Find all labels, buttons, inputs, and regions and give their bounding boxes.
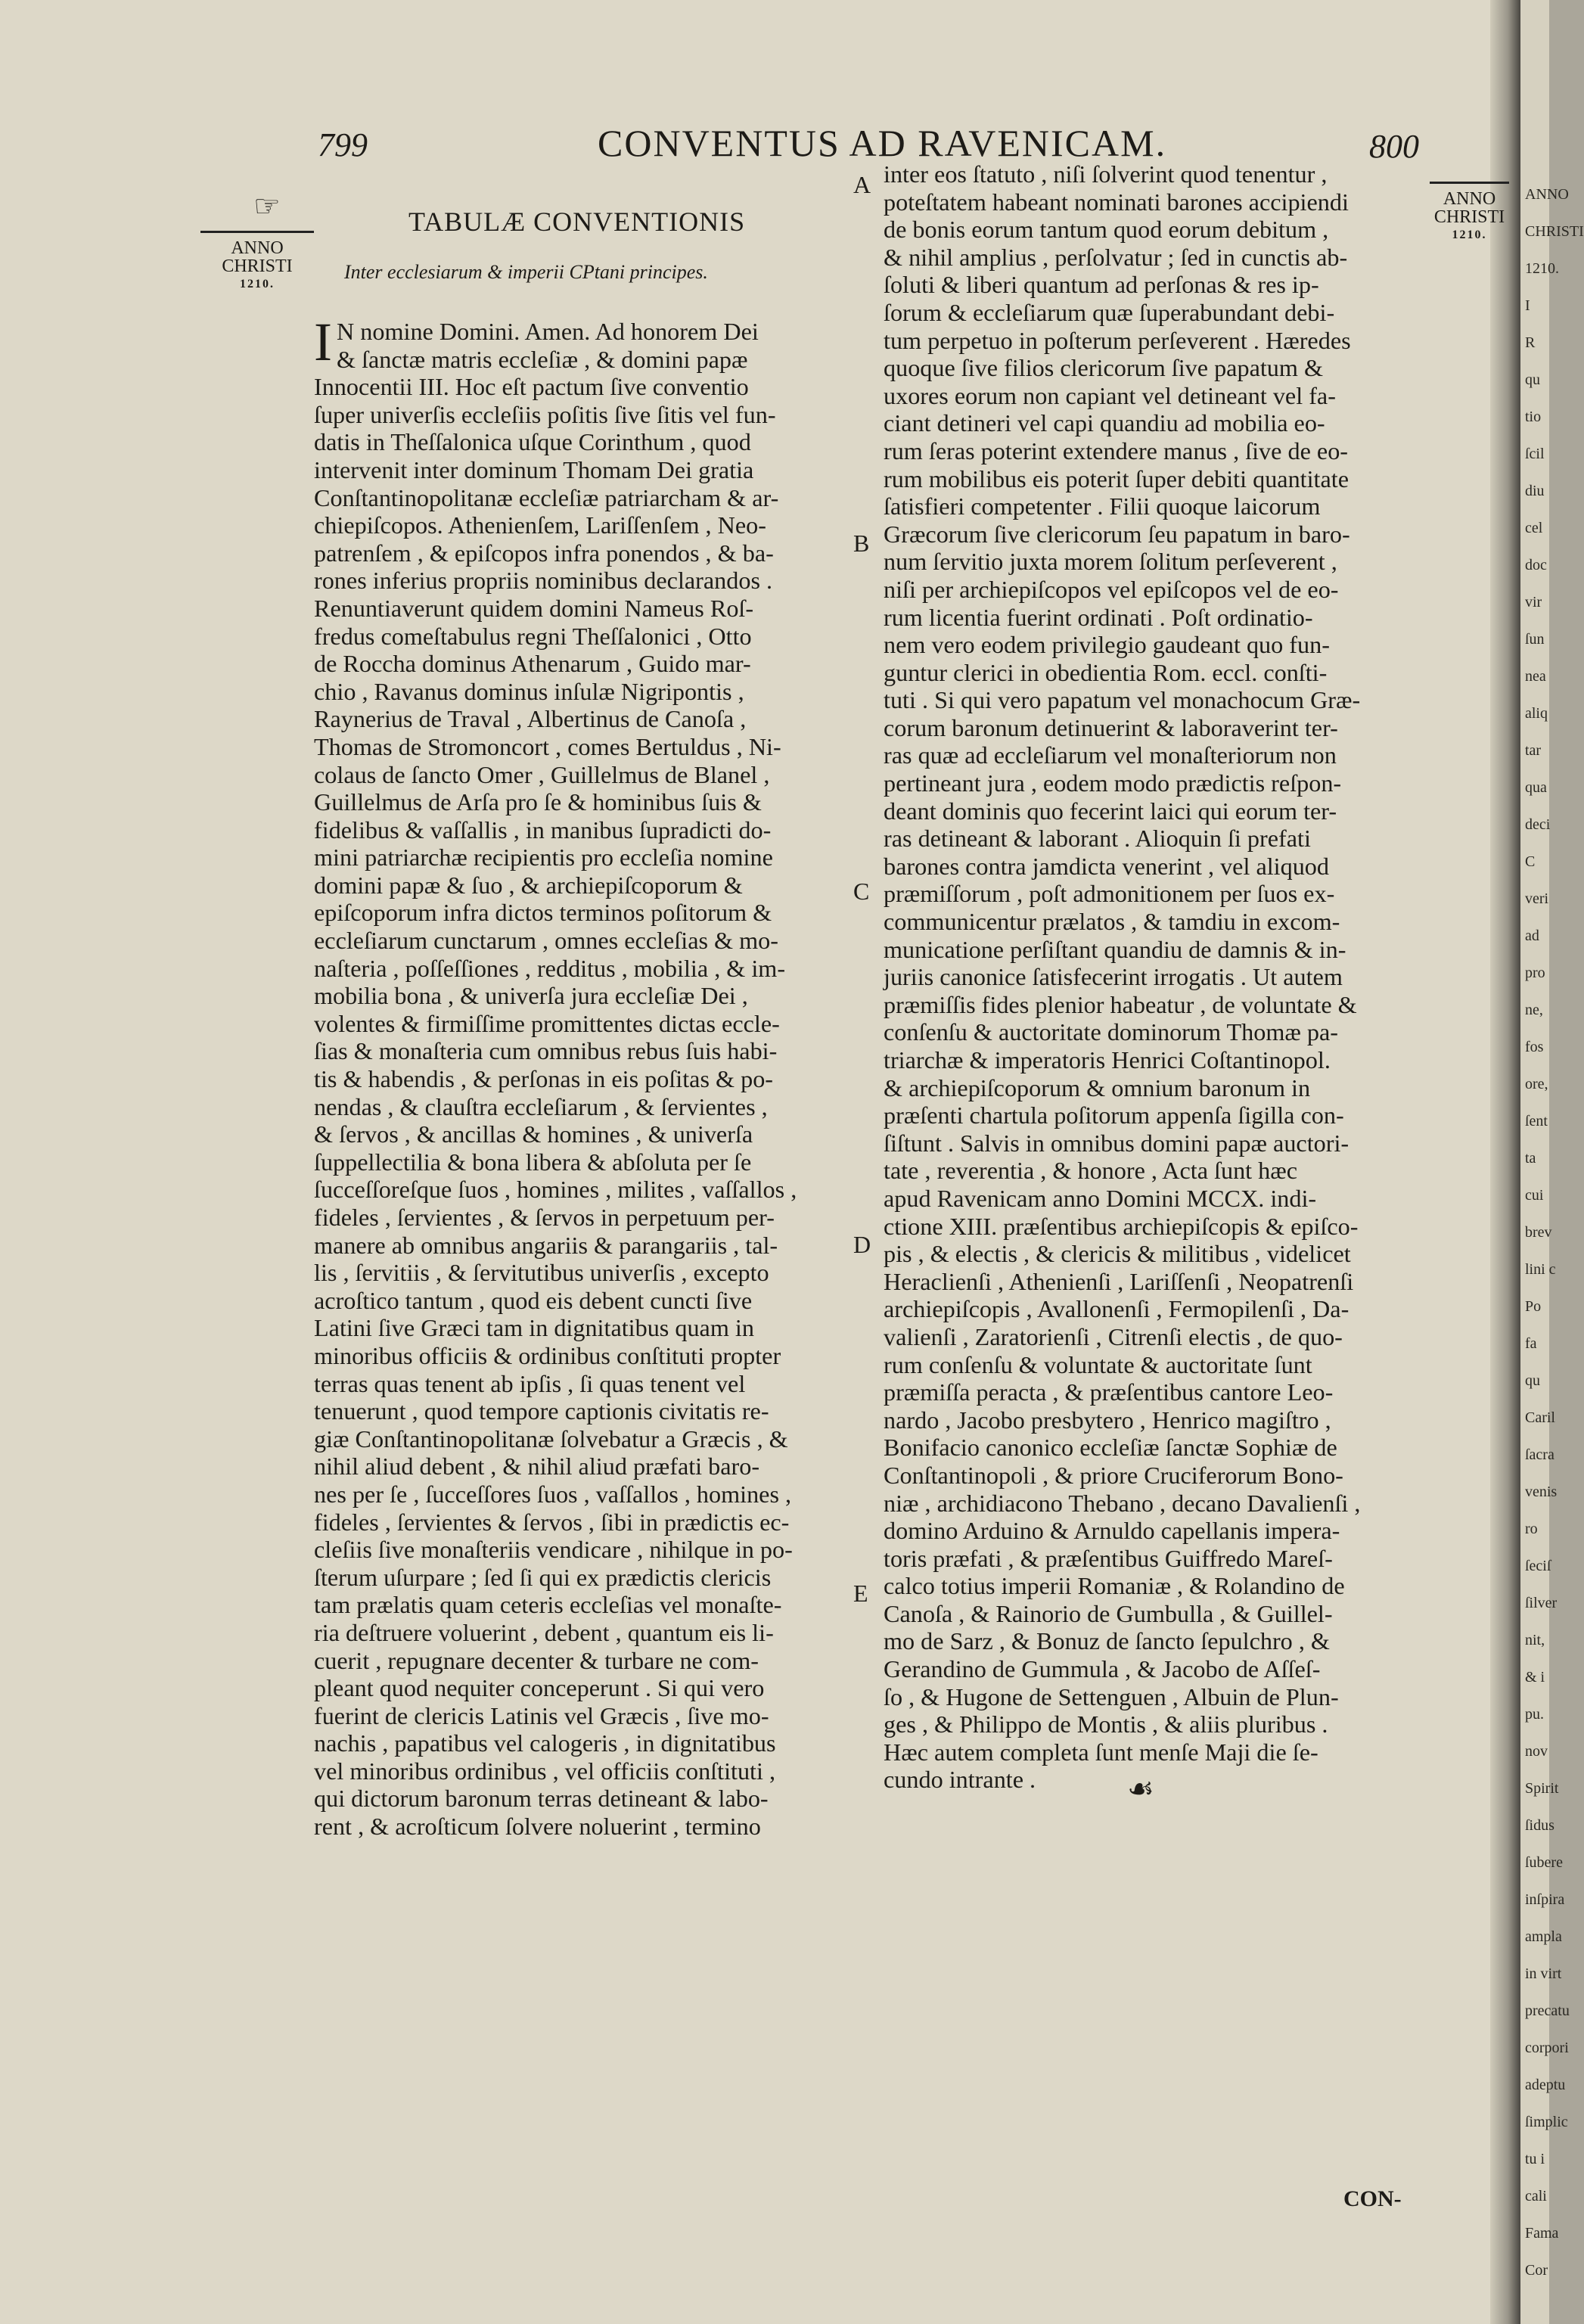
text-line: ſiſtunt . Salvis in omnibus domini papæ auctori-: [884, 1129, 1350, 1157]
text-line: mini patriarchæ recipientis pro eccleſia nomine: [314, 844, 773, 872]
text-line: mobilia bona , & univerſa jura eccleſiæ Dei ,: [314, 982, 748, 1010]
text-line: tenuerunt , quod tempore captionis civitatis re-: [314, 1397, 769, 1425]
next-page-fragment: nov: [1525, 1743, 1548, 1760]
anno-label: ANNO: [231, 238, 284, 258]
next-page-fragment: ſun: [1525, 631, 1545, 648]
text-line: poteſtatem habeant nominati barones accipiendi: [884, 188, 1349, 216]
text-line: Latini ſive Græci tam in dignitatibus quam in: [314, 1314, 754, 1342]
next-page-fragment: qu: [1525, 1372, 1540, 1389]
next-page-fragment: venis: [1525, 1484, 1558, 1500]
text-line: IN nomine Domini. Amen. Ad honorem Dei: [314, 312, 759, 372]
text-line: fideles , ſervientes , & ſervos in perpetuum per-: [314, 1204, 775, 1231]
next-page-fragment: Fama: [1525, 2225, 1559, 2242]
text-line: giæ Conſtantinopolitanæ ſolvebatur a Græcis , &: [314, 1425, 788, 1452]
next-page-fragment: in virt: [1525, 1965, 1562, 1982]
next-page-fragment: ſcil: [1525, 446, 1545, 462]
text-line: barones contra jamdicta venerint , vel aliquod: [884, 852, 1329, 880]
text-line: naſteria , poſſeſſiones , redditus , mobilia , & im-: [314, 954, 786, 982]
text-line: pis , & electis , & clericis & militibus , videlicet: [884, 1240, 1351, 1268]
text-line: patrenſem , & epiſcopos infra ponendos , & ba-: [314, 539, 774, 567]
text-line: guntur clerici in obedientia Rom. eccl. conſti-: [884, 658, 1328, 686]
text-line: toris præfati , & præſentibus Guiffredo Mareſ-: [884, 1544, 1333, 1572]
text-line: vel minoribus ordinibus , vel officiis conſtituti ,: [314, 1757, 776, 1785]
next-page-fragment: Spirit: [1525, 1780, 1559, 1797]
text-line: ciant detineri vel capi quandiu ad mobilia eo-: [884, 409, 1325, 437]
next-page-fragment: ſent: [1525, 1113, 1548, 1129]
next-page-fragment: vir: [1525, 594, 1542, 611]
text-line: datis in Theſſalonica uſque Corinthum , quod: [314, 428, 751, 456]
text-line: ſias & monaſteria cum omnibus rebus ſuis habi-: [314, 1037, 778, 1065]
next-page-fragment: pro: [1525, 965, 1545, 981]
text-line: tis & habendis , & perſonas in eis poſitas & po-: [314, 1065, 774, 1093]
next-page-fragment: C: [1525, 853, 1536, 870]
next-page-fragment: cel: [1525, 520, 1543, 536]
anno-label: ANNO: [1443, 189, 1496, 209]
text-line: pleant quod nequiter conceperunt . Si qui vero: [314, 1674, 765, 1702]
next-page-fragment: nit,: [1525, 1632, 1545, 1648]
next-page-fragment: ampla: [1525, 1928, 1562, 1945]
text-line: nem vero eodem privilegio gaudeant quo fun-: [884, 631, 1330, 659]
text-line: rum licentia fuerint ordinati . Poſt ordinatio-: [884, 603, 1313, 631]
text-line: ras detineant & laborant . Alioquin ſi prefati: [884, 825, 1311, 853]
text-line: Renuntiaverunt quidem domini Nameus Roſ-: [314, 594, 754, 622]
text-line: eccleſiarum cunctarum , omnes eccleſias & mo-: [314, 927, 778, 955]
text-line: Thomas de Stromoncort , comes Bertuldus , Ni-: [314, 732, 781, 760]
margin-letter-e: E: [853, 1580, 868, 1607]
anno-rule: [200, 231, 314, 233]
text-line: fidelibus & vaſſallis , in manibus ſupradicti do-: [314, 816, 772, 844]
text-line: fuerint de clericis Latinis vel Græcis , ſive mo-: [314, 1701, 769, 1729]
text-line: ſo , & Hugone de Settenguen , Albuin de Plun-: [884, 1682, 1339, 1710]
next-page-fragment: ſilver: [1525, 1595, 1558, 1611]
text-line: Bonifacio canonico eccleſiæ ſanctæ Sophiæ de: [884, 1434, 1337, 1462]
text-line: mo de Sarz , & Bonuz de ſancto ſepulchro , &: [884, 1627, 1330, 1655]
next-page-fragment: ſidus: [1525, 1817, 1554, 1834]
text-line: ges , & Philippo de Montis , & aliis pluribus .: [884, 1710, 1328, 1738]
anno-year: 1210.: [240, 278, 275, 290]
document-title: TABULÆ CONVENTIONIS: [408, 207, 746, 237]
text-line: cuerit , repugnare decenter & turbare ne com-: [314, 1646, 759, 1674]
next-page-fragment: ad: [1525, 927, 1539, 944]
text-line: præſenti chartula poſitorum appenſa ſigilla con-: [884, 1101, 1344, 1129]
text-line: ſatisfieri competenter . Filii quoque laicorum: [884, 492, 1321, 520]
text-line: domini papæ & ſuo , & archiepiſcoporum &: [314, 871, 743, 899]
anno-year: 1210.: [1452, 228, 1487, 241]
text-line: præmiſſis fides plenior habeatur , de voluntate &: [884, 990, 1357, 1018]
next-page-fragment: brev: [1525, 1224, 1552, 1241]
text-line: ctione XIII. præſentibus archiepiſcopis & epiſco-: [884, 1212, 1359, 1240]
next-page-fragment: deci: [1525, 816, 1551, 833]
next-page-fragment: aliq: [1525, 705, 1548, 722]
text-line: præmiſſorum , poſt admonitionem per ſuos ex-: [884, 880, 1335, 908]
next-page-fragment: qua: [1525, 779, 1547, 796]
text-line: communicentur prælatos , & tamdiu in excom-: [884, 908, 1340, 936]
text-line: tuti . Si qui vero papatum vel monachocum Græ-: [884, 686, 1361, 714]
next-page-fragment: adeptu: [1525, 2077, 1566, 2093]
text-line: archiepiſcopis , Avallonenſi , Fermopilenſi , Da-: [884, 1295, 1350, 1323]
text-line: fredus comeſtabulus regni Theſſalonici , Otto: [314, 622, 752, 650]
next-page-edge: [1520, 0, 1584, 2324]
text-line: rum mobilibus eis poterit ſuper debiti quantitate: [884, 464, 1350, 492]
text-line: colaus de ſancto Omer , Guillelmus de Blanel ,: [314, 760, 770, 788]
text-line: volentes & firmiſſime promittentes dictas eccle-: [314, 1009, 780, 1037]
text-line: municatione perſiſtant quandiu de damnis & in-: [884, 935, 1346, 963]
right-text-column: [884, 160, 1428, 1794]
text-line: quoque ſive filios clericorum ſive papatum &: [884, 354, 1324, 382]
next-page-fragment: tio: [1525, 409, 1542, 425]
text-line: ſuppellectilia & bona libera & abſoluta per ſe: [314, 1148, 752, 1176]
text-line: præmiſſa peracta , & præſentibus cantore Leo-: [884, 1378, 1334, 1406]
next-page-fragment: I: [1525, 297, 1530, 314]
next-page-fragment: Cor: [1525, 2262, 1548, 2279]
next-page-fragment: veri: [1525, 890, 1549, 907]
text-line: manere ab omnibus angariis & parangariis , tal-: [314, 1231, 778, 1259]
text-line: cleſiis ſive monaſteriis vendicare , nihilque in po-: [314, 1536, 793, 1564]
text-line: de Roccha dominus Athenarum , Guido mar-: [314, 650, 751, 678]
text-line: Raynerius de Traval , Albertinus de Canoſa ,: [314, 705, 747, 733]
text-line: Canoſa , & Rainorio de Gumbulla , & Guillel-: [884, 1599, 1333, 1627]
text-line: lis , ſervitiis , & ſervitutibus univerſis , excepto: [314, 1259, 769, 1287]
text-line: acroſtico tantum , quod eis debent cuncti ſive: [314, 1286, 753, 1314]
next-page-fragment: fos: [1525, 1039, 1544, 1055]
next-page-fragment: Caril: [1525, 1409, 1555, 1426]
text-line: ria deſtruere voluerint , debent , quantum eis li-: [314, 1618, 774, 1646]
text-line: tum perpetuo in poſterum perſeverent . Hæredes: [884, 326, 1351, 354]
next-page-fragment: cui: [1525, 1187, 1544, 1204]
anno-rule: [1430, 182, 1509, 184]
next-page-fragment: tu i: [1525, 2151, 1545, 2167]
text-line: de bonis eorum tantum quod eorum debitum ,: [884, 216, 1329, 244]
text-line: & ſervos , & ancillas & homines , & univerſa: [314, 1120, 753, 1148]
next-page-fragment: precatu: [1525, 2002, 1570, 2019]
text-line: niæ , archidiacono Thebano , decano Davalienſi ,: [884, 1489, 1361, 1517]
text-line: ſoluti & liberi quantum ad perſonas & res ip-: [884, 271, 1319, 299]
margin-letter-a: A: [853, 171, 871, 198]
text-line: qui dictorum baronum terras detineant & labo-: [314, 1785, 769, 1813]
next-page-fragment: ne,: [1525, 1002, 1543, 1018]
text-line: deant dominis quo fecerint laici qui eorum ter-: [884, 797, 1337, 825]
text-line: domino Arduino & Arnuldo capellanis impera-: [884, 1517, 1340, 1545]
next-page-fragment: ſeciſ: [1525, 1558, 1551, 1574]
text-line: nes per ſe , ſucceſſores ſuos , vaſſallos , homines ,: [314, 1480, 792, 1508]
text-line: niſi per archiepiſcopos vel epiſcopos vel de eo-: [884, 575, 1339, 603]
text-line: ſterum uſurpare ; ſed ſi qui ex prædictis clericis: [314, 1563, 772, 1591]
next-page-fragment: nea: [1525, 668, 1546, 685]
text-line: Guillelmus de Arſa pro ſe & hominibus ſuis &: [314, 788, 762, 816]
page-number-right: 800: [1369, 128, 1419, 165]
text-line: cundo intrante .: [884, 1766, 1036, 1794]
text-line: nendas , & clauſtra eccleſiarum , & ſervientes ,: [314, 1092, 768, 1120]
next-page-fragment: lini c: [1525, 1261, 1556, 1278]
next-page-fragment: Po: [1525, 1298, 1542, 1315]
text-line: ſuper univerſis eccleſiis poſitis ſive ſitis vel fun-: [314, 400, 776, 428]
text-line: pertineant jura , eodem modo prædictis reſpon-: [884, 769, 1342, 797]
next-page-fragment: & i: [1525, 1669, 1545, 1686]
left-text-column: [314, 312, 859, 1841]
text-line: & nihil amplius , perſolvatur ; ſed in cunctis ab-: [884, 243, 1348, 271]
next-page-fragment: cali: [1525, 2188, 1547, 2204]
running-title: CONVENTUS AD RAVENICAM.: [598, 122, 1167, 164]
christi-label: CHRISTI: [222, 256, 293, 276]
text-line: conſenſu & auctoritate dominorum Thomæ pa-: [884, 1018, 1339, 1046]
next-page-fragment: ro: [1525, 1521, 1538, 1537]
next-page-fragment: ANNO: [1525, 186, 1569, 203]
end-ornament-icon: ☙: [1127, 1772, 1154, 1807]
text-line: Hæc autem completa ſunt menſe Maji die ſe-: [884, 1738, 1318, 1766]
next-page-fragment: fa: [1525, 1335, 1537, 1352]
text-line: Gerandino de Gummula , & Jacobo de Aſſeſ-: [884, 1655, 1321, 1683]
next-page-fragment: 1210.: [1525, 260, 1559, 277]
text-line: terras quas tenent ab ipſis , ſi quas tenent vel: [314, 1369, 746, 1397]
margin-letter-b: B: [853, 530, 870, 557]
text-line: ſucceſſoreſque ſuos , homines , milites , vaſſallos ,: [314, 1176, 797, 1204]
text-line: triarchæ & imperatoris Henrici Coſtantinopol.: [884, 1046, 1331, 1073]
text-line: ras quæ ad eccleſiarum vel monaſteriorum non: [884, 741, 1337, 769]
pointing-hand-icon: ☞: [253, 189, 281, 224]
text-line: inter eos ſtatuto , niſi ſolverint quod tenentur ,: [884, 160, 1328, 188]
text-line: Conſtantinopoli , & priore Cruciferorum Bono-: [884, 1461, 1343, 1489]
text-line: ſorum & eccleſiarum quæ ſuperabundant debi-: [884, 298, 1335, 326]
text-line: num ſervitio juxta morem ſolitum perſeverent ,: [884, 548, 1337, 576]
next-page-fragment: doc: [1525, 557, 1547, 573]
next-page-fragment: diu: [1525, 483, 1545, 499]
margin-letter-c: C: [853, 878, 870, 905]
next-page-fragment: CHRISTI: [1525, 223, 1584, 240]
next-page-fragment: tar: [1525, 742, 1542, 759]
document-subtitle: Inter ecclesiarum & imperii CPtani principes.: [344, 261, 708, 283]
text-line: & ſanctæ matris eccleſiæ , & domini papæ: [336, 345, 748, 373]
next-page-fragment: ſimplic: [1525, 2114, 1568, 2130]
text-line: epiſcoporum infra dictos terminos poſitorum &: [314, 899, 772, 927]
margin-letter-d: D: [853, 1231, 871, 1258]
next-page-fragment: ſubere: [1525, 1854, 1563, 1871]
next-page-fragment: ta: [1525, 1150, 1536, 1167]
text-line: juriis canonice ſatisfecerint irrogatis . Ut autem: [884, 963, 1343, 991]
next-page-fragment: corpori: [1525, 2040, 1569, 2056]
text-line: Conſtantinopolitanæ eccleſiæ patriarcham & ar-: [314, 483, 779, 511]
anno-christi-right: [1430, 182, 1509, 244]
text-line: chio , Ravanus dominus inſulæ Nigripontis ,: [314, 677, 744, 705]
anno-christi-left: [200, 231, 314, 294]
text-line: corum baronum detinuerint & laboraverint ter-: [884, 713, 1338, 741]
text-line: minoribus officiis & ordinibus conſtituti propter: [314, 1341, 781, 1369]
text-line: chiepiſcopos. Athenienſem, Lariſſenſem , Neo-: [314, 511, 766, 539]
text-line: & archiepiſcoporum & omnium baronum in: [884, 1073, 1311, 1101]
text-line: tam prælatis quam ceteris eccleſias vel monaſte-: [314, 1591, 782, 1619]
text-line: nihil aliud debent , & nihil aliud præfati baro-: [314, 1452, 760, 1480]
next-page-fragment: ore,: [1525, 1076, 1548, 1092]
text-line: nachis , papatibus vel calogeris , in dignitatibus: [314, 1729, 776, 1757]
page-number-left: 799: [318, 126, 368, 163]
christi-label: CHRISTI: [1433, 207, 1505, 227]
text-line: Innocentii III. Hoc eſt pactum ſive conventio: [314, 373, 749, 401]
next-page-fragment: pu.: [1525, 1706, 1544, 1723]
next-page-fragment: R: [1525, 334, 1536, 351]
text-line: intervenit inter dominum Thomam Dei gratia: [314, 455, 754, 483]
text-line: valienſi , Zaratorienſi , Citrenſi electis , de quo-: [884, 1322, 1343, 1350]
text-line: rent , & acroſticum ſolvere noluerint , termino: [314, 1813, 761, 1841]
text-line: uxores eorum non capiant vel detineant vel fa-: [884, 381, 1336, 409]
text-line: Heraclienſi , Athenienſi , Lariſſenſi , Neopatrenſi: [884, 1267, 1354, 1295]
text-line: fideles , ſervientes & ſervos , ſibi in prædictis ec-: [314, 1508, 790, 1536]
text-line: rum conſenſu & voluntate & auctoritate ſunt: [884, 1350, 1312, 1378]
text-line: rones inferius propriis nominibus declarandos .: [314, 567, 773, 595]
next-page-fragment: inſpira: [1525, 1891, 1565, 1908]
text-line: apud Ravenicam anno Domini MCCX. indi-: [884, 1184, 1317, 1212]
catchword: CON-: [1343, 2186, 1402, 2211]
next-page-fragment: qu: [1525, 371, 1540, 388]
text-line: rum ſeras poterint extendere manus , ſive de eo-: [884, 437, 1349, 464]
text-line: Græcorum ſive clericorum ſeu papatum in baro-: [884, 520, 1350, 548]
text-line: tate , reverentia , & honore , Acta ſunt hæc: [884, 1157, 1297, 1185]
next-page-fragment: ſacra: [1525, 1446, 1554, 1463]
text-line: calco totius imperii Romaniæ , & Rolandino de: [884, 1572, 1345, 1600]
text-line: nardo , Jacobo presbytero , Henrico magiſtro ,: [884, 1406, 1331, 1434]
